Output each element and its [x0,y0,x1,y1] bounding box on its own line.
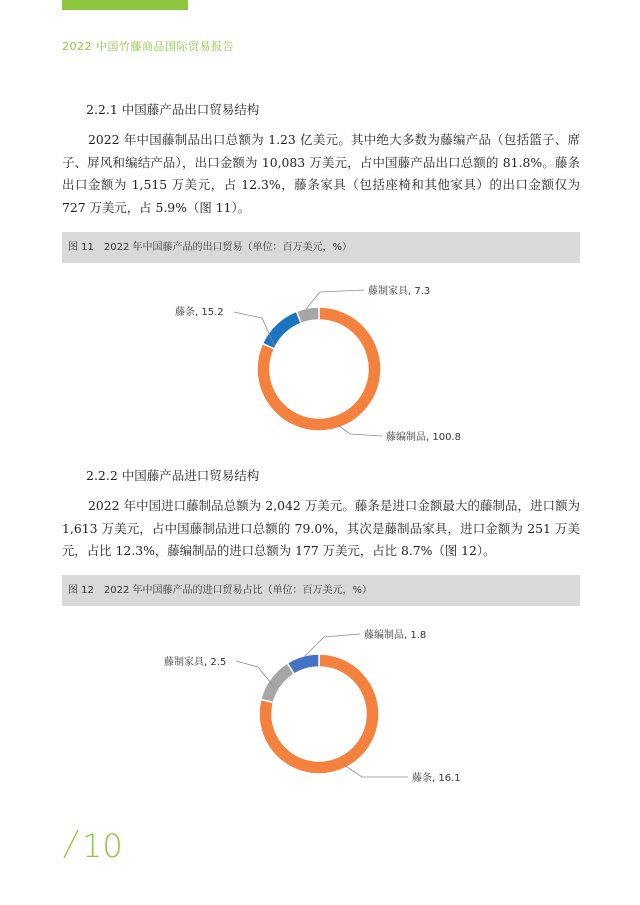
leader-line-rattan-woven [338,425,382,436]
data-label-rattan-woven: 藤编制品, 1.8 [364,630,427,641]
leader-line-rattan-cane [344,765,408,777]
slice-rattan-woven [287,654,319,674]
section-heading-export: 2.2.1 中国藤产品出口贸易结构 [86,102,260,117]
page-number [60,826,160,866]
paragraph-export: 2022 年中国藤制品出口总额为 1.23 亿美元。其中绝大多数为藤编产品（包括篮子、席子、屏风和编结产品），出口金额为 10,083 万美元，占中国藤产品出口总额的 81.8%。藤条出口金额为 1,515 万美元，占 12.3%，藤条家具（包括座椅和其他家具）的出口金额仅为 727 万美元，占 5.9%（图 11）。 [62,132,580,215]
running-header: 2022 中国竹藤商品国际贸易报告 [62,40,234,53]
header-accent-bar [62,0,188,10]
figure-11-caption [62,232,580,263]
figure-12-number: 图 12 [68,585,94,596]
page-number-digits: 10 [82,827,123,865]
data-label-rattan-cane: 藤条, 15.2 [175,307,224,318]
figure-11-number: 图 11 [68,242,94,253]
figure-11-title: 2022 年中国藤产品的出口贸易（单位：百万美元，%） [103,242,353,253]
data-label-rattan-cane: 藤条, 16.1 [412,773,461,784]
leader-line-rattan-furniture [306,290,364,309]
page-number-slash [60,826,82,866]
slice-rattan-furniture [261,663,294,703]
leader-line-rattan-woven [304,634,360,657]
slice-rattan-furniture [296,307,319,323]
data-label-rattan-woven: 藤编制品, 100.8 [386,432,461,443]
figure-11-donut-chart [62,270,580,455]
data-label-rattan-furniture: 藤制家具, 2.5 [164,657,227,668]
figure-12-donut-chart [62,615,580,800]
figure-12-title: 2022 年中国藤产品的进口贸易占比（单位：百万美元，%） [103,585,373,596]
figure-12-caption [62,575,580,606]
data-label-rattan-furniture: 藤制家具, 7.3 [368,286,431,297]
slice-rattan-cane [262,311,301,349]
section-heading-import: 2.2.2 中国藤产品进口贸易结构 [86,468,260,483]
paragraph-import: 2022 年中国进口藤制品总额为 2,042 万美元。藤条是进口金额最大的藤制品，进口额为 1,613 万美元，占中国藤制品进口总额的 79.0%，其次是藤制品家具，进口金额为 251 万美元，占比 12.3%，藤编制品的进口总额为 177 万美元，占比 8.7%（图 12）。 [62,498,580,558]
